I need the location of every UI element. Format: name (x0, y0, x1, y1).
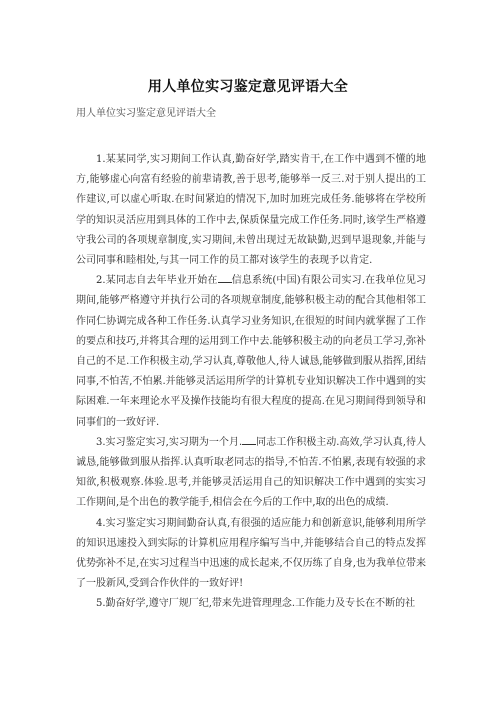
fill-in-blank (218, 273, 232, 283)
paragraph-4-text: 4.实习鉴定实习期间勤奋认真,有很强的适应能力和创新意识,能够利用所学的知识迅速投入到实际的计算机应用程序编写当中,并能够结合自己的特点发挥优势弥补不足,在实习过程当中迅速的成长起来,不仅历练了自身,也为我单位带来了一股新风,受到合作伙伴的一致好评! (76, 517, 426, 590)
paragraph-5-text: 5.勤奋好学,遵守厂规厂纪,带来先进管理理念.工作能力及专长在不断的社 (96, 598, 416, 610)
paragraph-3-text-after: 同志工作积极主动.高效,学习认真,待人诚恳,能够做到服从指挥.认真听取老同志的指导,不怕苦.不怕累,表现有较强的求知欲,积极观察.体验.思考,并能够灵活运用自己的知识解决工作中遇到的实实习工作期间,是个出色的教学能手,相信会在今后的工作中,取的出色的成绩. (76, 436, 426, 509)
document-subtitle: 用人单位实习鉴定意见评语大全 (76, 108, 216, 119)
paragraph-2 (76, 271, 426, 433)
paragraph-3-text-before: 3.实习鉴定实习,实习期为一个月. (96, 436, 243, 448)
paragraph-3 (76, 433, 426, 514)
document-body (76, 150, 426, 615)
paragraph-1-text: 1.某某同学,实习期间工作认真,勤奋好学,踏实肯干,在工作中遇到不懂的地方,能够虚心向富有经验的前辈请教,善于思考,能够举一反三.对于别人提出的工作建议,可以虚心听取.在时间紧迫的情况下,加时加班完成任务.能够将在学校所学的知识灵活应用到具体的工作中去,保质保量完成工作任务.同时,该学生严格遵守我公司的各项规章制度,实习期间,未曾出现过无故缺勤,迟到早退现象,并能与公司同事和睦相处,与其一同工作的员工都对该学生的表现予以肯定. (76, 154, 426, 267)
paragraph-4 (76, 514, 426, 595)
paragraph-5 (76, 594, 426, 614)
fill-in-blank (242, 435, 256, 445)
paragraph-1 (76, 150, 426, 271)
paragraph-2-text-before: 2.某同志自去年毕业开始在 (96, 275, 218, 287)
paragraph-2-text-after: 信息系统(中国)有限公司实习.在我单位见习期间,能够严格遵守并执行公司的各项规章制度,能够积极主动的配合其他相邻工作同仁协调完成各种工作任务.认真学习业务知识,在很短的时间内就掌握了工作的要点和技巧,并将其合理的运用到工作中去.能够积极主动的向老员工学习,弥补自己的不足.工作积极主动,学习认真,尊敬他人,待人诚恳,能够做到服从指挥,团结同事,不怕苦,不怕累.并能够灵活运用所学的计算机专业知识解决工作中遇到的实际困难.一年来理论水平及操作技能均有很大程度的提高.在见习期间得到领导和同事们的一致好评. (76, 275, 426, 428)
document-title: 用人单位实习鉴定意见评语大全 (147, 79, 349, 95)
